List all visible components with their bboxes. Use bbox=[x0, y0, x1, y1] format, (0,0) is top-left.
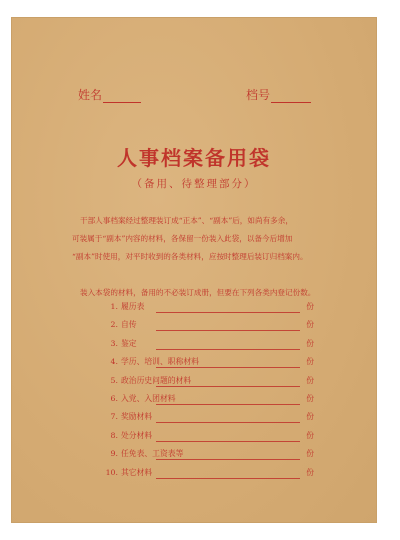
list-item-label: 履历表 bbox=[121, 302, 145, 311]
archive-envelope bbox=[12, 18, 376, 522]
paragraph-1-line-3: “副本”时使用，对平时收到的各类材料，应按时整理后装订归档案内。 bbox=[72, 252, 308, 261]
fill-in-line bbox=[156, 459, 300, 460]
list-item bbox=[104, 467, 314, 483]
list-item bbox=[104, 319, 314, 335]
file-number-field bbox=[246, 86, 311, 103]
list-item-unit: 份 bbox=[306, 320, 314, 330]
file-number-blank-line bbox=[271, 90, 311, 103]
list-item-label: 入党、入团材料 bbox=[121, 394, 176, 403]
header-row bbox=[12, 86, 376, 104]
list-item bbox=[104, 338, 314, 354]
fill-in-line bbox=[156, 441, 300, 442]
list-item-unit: 份 bbox=[306, 449, 314, 459]
list-item-number: 4. bbox=[110, 357, 118, 367]
list-item bbox=[104, 430, 314, 446]
fill-in-line bbox=[156, 349, 300, 350]
list-item-number: 6. bbox=[110, 394, 118, 403]
list-item-label: 奖励材料 bbox=[121, 412, 153, 422]
list-item-unit: 份 bbox=[306, 394, 314, 403]
instruction-paragraph-2: 装入本袋的材料，备用的不必装订成册，但要在下列各类内登记份数。 bbox=[80, 288, 316, 297]
list-item-unit: 份 bbox=[306, 430, 314, 440]
list-item-label: 任免表、工资表等 bbox=[121, 449, 184, 459]
list-item-number: 3. bbox=[110, 338, 118, 348]
list-item bbox=[104, 375, 314, 391]
list-item-label: 自传 bbox=[121, 320, 137, 330]
list-item-label: 学历、培训、职称材料 bbox=[121, 357, 199, 367]
list-item-label: 政治历史问题的材料 bbox=[121, 375, 192, 385]
name-label: 姓名 bbox=[78, 88, 103, 102]
fill-in-line bbox=[156, 422, 300, 423]
list-item-number: 8. bbox=[110, 430, 118, 440]
name-field bbox=[78, 86, 141, 103]
paragraph-1-line-2: 可装属于“副本”内容的材料，各保留一份装入此袋，以备今后增加 bbox=[72, 234, 293, 243]
list-item-unit: 份 bbox=[306, 375, 314, 385]
list-item-number: 2. bbox=[110, 320, 118, 330]
fill-in-line bbox=[156, 330, 300, 331]
file-number-label: 档号 bbox=[246, 88, 271, 102]
list-item-label: 其它材料 bbox=[121, 467, 153, 477]
list-item-number: 1. bbox=[110, 302, 118, 311]
list-item-unit: 份 bbox=[306, 412, 314, 422]
list-item-number: 10. bbox=[105, 467, 118, 477]
list-item bbox=[104, 448, 314, 464]
list-item bbox=[104, 301, 314, 317]
fill-in-line bbox=[156, 404, 300, 405]
list-item bbox=[104, 393, 314, 409]
paragraph-1-line-1: 干部人事档案经过整理装订成“正本”、“副本”后，如尚有多余， bbox=[80, 216, 293, 225]
list-item-number: 9. bbox=[110, 449, 118, 459]
fill-in-line bbox=[156, 367, 300, 368]
list-item-number: 5. bbox=[110, 375, 118, 385]
list-item-number: 7. bbox=[110, 412, 118, 422]
document-subtitle: （备用、待整理部分） bbox=[131, 178, 257, 190]
list-item-unit: 份 bbox=[306, 338, 314, 348]
fill-in-line bbox=[156, 478, 300, 479]
list-item-label: 处分材料 bbox=[121, 430, 153, 440]
fill-in-line bbox=[156, 312, 300, 313]
list-item bbox=[104, 411, 314, 427]
list-item-unit: 份 bbox=[306, 302, 314, 311]
list-item bbox=[104, 356, 314, 372]
fill-in-line bbox=[156, 386, 300, 387]
name-blank-line bbox=[103, 90, 141, 103]
list-item-unit: 份 bbox=[306, 357, 314, 367]
document-title: 人事档案备用袋 bbox=[117, 146, 271, 170]
list-item-label: 鉴定 bbox=[121, 338, 137, 348]
instruction-paragraph-1 bbox=[72, 212, 340, 266]
list-item-unit: 份 bbox=[306, 467, 314, 477]
